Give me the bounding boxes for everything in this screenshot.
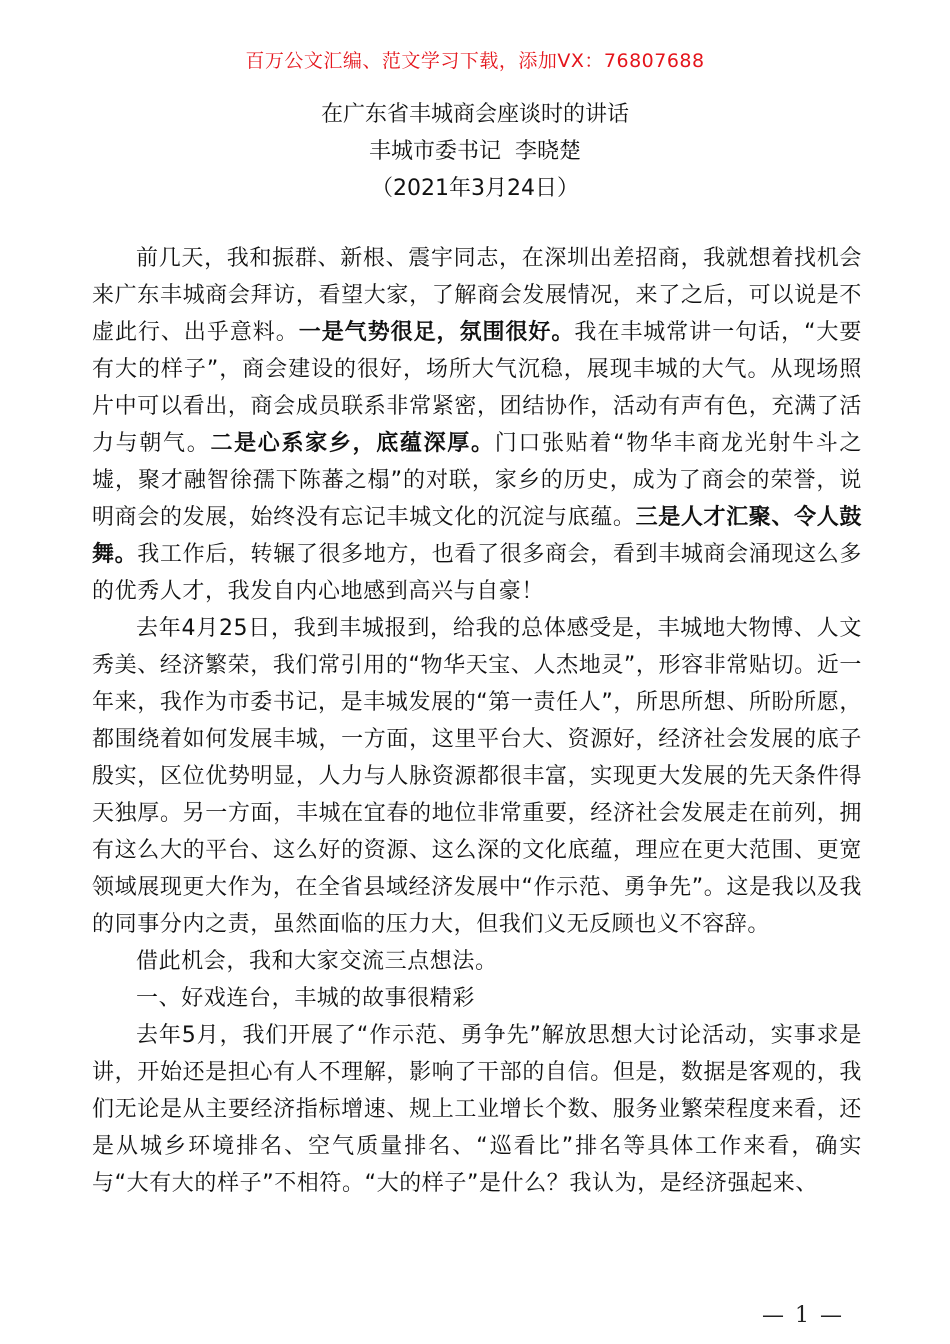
- paragraph-text: 我在丰城常讲一句话，“大要有大的样子”，商会建设的很好，场所大气沉稳，展现丰城的大气。从现场照片中可以看出，商会成员联系非常紧密，团结协作，活动有声有色，充满了活力与朝气。: [92, 320, 863, 456]
- page-number: — 1 —: [762, 1303, 844, 1328]
- bold-point-two: 二是心系家乡，底蕴深厚。: [210, 431, 495, 456]
- title-block: [0, 96, 950, 207]
- paragraph-intro: [92, 240, 862, 610]
- paragraph-text: 门口张贴着“物华丰商龙光射牛斗之墟，聚才融智徐孺下陈蕃之榻”的对联，家乡的历史，成为了商会的荣誉，说明商会的发展，始终没有忘记丰城文化的沉淀与底蕴。: [92, 431, 862, 530]
- speech-title: 在广东省丰城商会座谈时的讲话: [320, 102, 629, 127]
- speech-author: 丰城市委书记 李晓楚: [369, 139, 581, 164]
- paragraph-second: 去年4月25日，我到丰城报到，给我的总体感受是，丰城地大物博、人文秀美、经济繁荣，我们常引用的“物华天宝、人杰地灵”，形容非常贴切。近一年来，我作为市委书记，是丰城发展的“第一责任人”，所思所想、所盼所愿，都围绕着如何发展丰城，一方面，这里平台大、资源好，经济社会发展的底子殷实，区位优势明显，人力与人脉资源都很丰富，实现更大发展的先天条件得天独厚。另一方面，丰城在宜春的地位非常重要，经济社会发展走在前列，拥有这么大的平台、这么好的资源、这么深的文化底蕴，理应在更大范围、更宽领域展现更大作为，在全省县域经济发展中“作示范、勇争先”。这是我以及我的同事分内之责，虽然面临的压力大，但我们义无反顾也义不容辞。: [92, 616, 862, 937]
- speech-date: （2021年3月24日）: [371, 176, 579, 201]
- section-heading-one: 一、好戏连台，丰城的故事很精彩: [136, 986, 476, 1011]
- bold-point-one: 一是气势很足，氛围很好。: [298, 320, 575, 345]
- bold-point-three: 三是人才汇聚、令人鼓舞。: [92, 505, 862, 567]
- paragraph-text: 我工作后，转辗了很多地方，也看了很多商会，看到丰城商会涌现这么多的优秀人才，我发自内心地感到高兴与自豪！: [92, 542, 862, 604]
- paragraph-fifth: 去年5月，我们开展了“作示范、勇争先”解放思想大讨论活动，实事求是讲，开始还是担心有人不理解，影响了干部的自信。但是，数据是客观的，我们无论是从主要经济指标增速、规上工业增长个数、服务业繁荣程度来看，还是从城乡环境排名、空气质量排名、“巡看比”排名等具体工作来看，确实与“大有大的样子”不相符。“大的样子”是什么？我认为，是经济强起来、: [92, 1023, 862, 1196]
- paragraph-third: 借此机会，我和大家交流三点想法。: [136, 949, 498, 974]
- promo-banner: 百万公文汇编、范文学习下载，添加VX：76807688: [245, 50, 705, 72]
- paragraph-text: 前几天，我和振群、新根、震宇同志，在深圳出差招商，我就想着找机会来广东丰城商会拜访，看望大家，了解商会发展情况，来了之后，可以说是不虚此行、出乎意料。: [92, 246, 862, 345]
- speech-body: [92, 240, 862, 1202]
